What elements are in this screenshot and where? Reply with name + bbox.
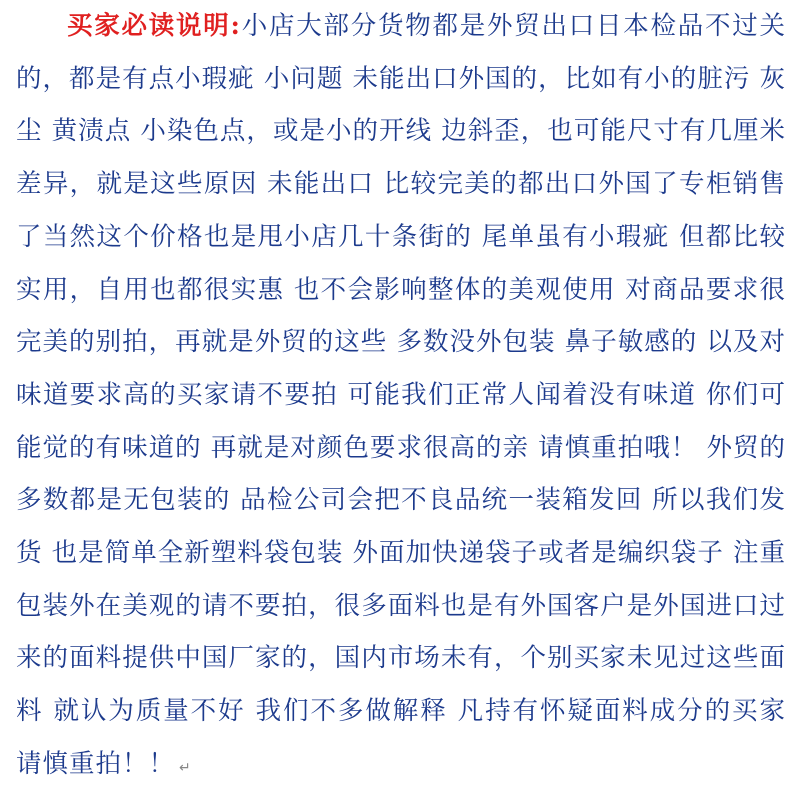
paragraph-mark-icon: ↵ xyxy=(179,759,191,776)
notice-paragraph xyxy=(16,0,786,795)
notice-body: 小店大部分货物都是外贸出口日本检品不过关的，都是有点小瑕疵 小问题 未能出口外国的，比如有小的脏污 灰尘 黄渍点 小染色点，或是小的开线 边斜歪，也可能尺寸有几厘米差异，就是这些原因 未能出口 比较完美的都出口外国了专柜销售了当然这个价格也是甩小店几十条街的 尾单虽有小瑕疵 但都比较实用，自用也都很实惠 也不会影响整体的美观使用 对商品要求很完美的别拍，再就是外贸的这些 多数没外包装 鼻子敏感的 以及对味道要求高的买家请不要拍 可能我们正常人闻着没有味道 你们可能觉的有味道的 再就是对颜色要求很高的亲 请慎重拍哦！ 外贸的多数都是无包装的 品检公司会把不良品统一装箱发回 所以我们发货 也是简单全新塑料袋包装 外面加快递袋子或者是编织袋子 注重包装外在美观的请不要拍，很多面料也是有外国客户是外国进口过来的面料提供中国厂家的，国内市场未有，个别买家未见过这些面料 就认为质量不好 我们不多做解释 凡持有怀疑面料成分的买家 请慎重拍！！ xyxy=(16,11,786,779)
notice-heading: 买家必读说明: xyxy=(67,11,241,41)
